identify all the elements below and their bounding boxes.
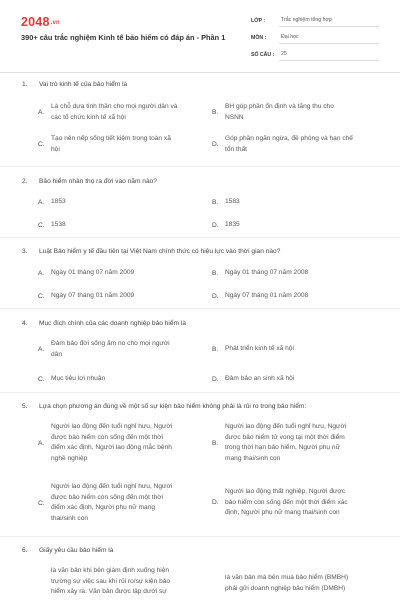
option-d[interactable] — [212, 487, 348, 519]
question-text: Bảo hiểm nhân thọ ra đời vào năm nào? — [39, 178, 157, 185]
option-text: Ngày 07 tháng 01 năm 2008 — [225, 292, 309, 299]
option-letter: B. — [212, 439, 219, 447]
option-letter: A. — [38, 439, 45, 447]
option-text: Đảm bảo an sinh xã hội — [225, 375, 295, 382]
option-c[interactable] — [38, 220, 66, 231]
option-d[interactable] — [212, 220, 240, 231]
option-letter: C. — [38, 141, 45, 148]
question-prompt — [22, 547, 113, 554]
question-text: Luật Bảo hiểm y tế đầu tiên tại Việt Nam chính thức có hiệu lực vào thời gian nào? — [39, 248, 281, 255]
meta-value: 25 — [279, 51, 379, 61]
option-a[interactable] — [38, 102, 177, 123]
meta-label: LỚP : — [251, 18, 266, 24]
option-letter: B. — [212, 345, 219, 353]
question-divider — [0, 237, 400, 238]
meta-row-class — [251, 10, 379, 27]
option-b[interactable] — [212, 268, 308, 279]
option-letter: C. — [38, 292, 45, 300]
option-text: BH góp phần ổn định và tăng thu cho NSNN — [225, 103, 334, 121]
question-text: Mục đích chính của các doanh nghiệp bảo hiểm là — [39, 320, 186, 327]
question-number: 1. — [22, 81, 28, 88]
option-text: Người lao động đến tuổi nghỉ hưu, Người được bảo hiểm tử vong tại một thời điểm trong thời hạn bảo hiểm, Người phụ nữ mang thai/sinh con — [225, 423, 347, 462]
question-prompt — [22, 403, 306, 410]
option-letter: C. — [38, 499, 45, 507]
option-a[interactable] — [38, 197, 66, 208]
option-letter: D. — [212, 375, 219, 383]
question-text: Lựa chọn phương án đúng về một số sự kiện bảo hiểm không phải là rủi ro trong bảo hiểm: — [39, 403, 307, 410]
option-text: là văn bản khi bên giám định xuống hiện trường sự việc sau khi rủi ro/sự kiện bảo hiểm xảy ra. Văn bản được lập dưới sự — [51, 567, 171, 595]
meta-label: SỐ CÂU : — [251, 52, 275, 58]
option-letter: B. — [212, 198, 219, 206]
option-text: Ngày 07 tháng 01 năm 2009 — [51, 292, 135, 299]
option-text: 1853 — [51, 198, 66, 205]
option-text: Tạo nên nếp sống tiết kiệm trong toàn xã hội — [51, 135, 171, 153]
option-text: 1835 — [225, 221, 240, 228]
option-letter: D. — [212, 499, 219, 507]
site-logo[interactable]: 2048.vn — [21, 15, 60, 29]
option-letter: B. — [212, 109, 219, 116]
meta-value: Trắc nghiệm tổng hợp — [279, 17, 379, 27]
meta-row-count — [251, 44, 379, 61]
option-a[interactable] — [38, 422, 172, 464]
document-title: 390+ câu trắc nghiệm Kinh tế bảo hiểm có đáp án - Phần 1 — [21, 33, 226, 42]
option-letter: A. — [38, 346, 45, 353]
option-c[interactable] — [38, 374, 105, 385]
option-text: Người lao động đến tuổi nghỉ hưu, Người được bảo hiểm còn sống đến một thời điểm xác định, Người lao động mắc bệnh nghề nghiệp — [51, 423, 173, 462]
option-a[interactable] — [51, 566, 170, 598]
question-prompt — [22, 81, 127, 88]
option-b[interactable] — [212, 344, 294, 355]
option-b[interactable] — [225, 573, 348, 594]
question-number: 5. — [22, 403, 28, 410]
question-number: 3. — [22, 248, 28, 255]
question-text: Vai trò kinh tế của bảo hiểm là — [39, 81, 128, 88]
option-text: Phát triển kinh tế xã hội — [225, 345, 294, 352]
question-divider — [0, 392, 400, 393]
option-text: Ngày 01 tháng 07 năm 2008 — [225, 269, 309, 276]
option-d[interactable] — [212, 134, 353, 155]
option-b[interactable] — [212, 102, 334, 123]
question-prompt — [22, 320, 186, 327]
header-divider — [0, 72, 400, 73]
meta-label: MÔN : — [251, 35, 267, 41]
option-b[interactable] — [212, 197, 240, 208]
option-text: Ngày 01 tháng 07 năm 2009 — [51, 269, 135, 276]
option-text: Đảm bảo đời sống ấm no cho mọi người dân — [51, 340, 170, 358]
option-letter: D. — [212, 292, 219, 300]
option-b[interactable] — [212, 422, 346, 464]
option-d[interactable] — [212, 374, 294, 385]
option-letter: C. — [38, 221, 45, 229]
option-text: Là chỗ dựa tinh thần cho mọi người dân và các tổ chức kinh tế xã hội — [51, 103, 178, 121]
option-c[interactable] — [38, 291, 134, 302]
option-a[interactable] — [38, 268, 134, 279]
option-letter: D. — [212, 221, 219, 229]
option-text: Người lao động đến tuổi nghỉ hưu, Người được bảo hiểm còn sống đến một thời điểm xác định, Người phụ nữ mang thai/sinh con — [51, 483, 173, 522]
option-letter: A. — [38, 198, 45, 206]
option-a[interactable] — [38, 339, 170, 360]
option-letter: C. — [38, 375, 45, 383]
question-divider — [0, 308, 400, 309]
option-text: 1538 — [51, 221, 66, 228]
meta-value: Đại học — [279, 34, 379, 44]
question-number: 6. — [22, 547, 28, 554]
question-number: 4. — [22, 320, 28, 327]
option-d[interactable] — [212, 291, 308, 302]
option-c[interactable] — [38, 482, 172, 524]
option-text: Người lao động thất nghiệp, Người được bảo hiểm còn sống đến một thời điểm xác định, Người phụ nữ mang thai/sinh con — [225, 488, 348, 516]
question-text: Giấy yêu cầu bảo hiểm là — [39, 547, 114, 554]
document-header — [0, 0, 400, 68]
option-text: 1583 — [225, 198, 240, 205]
option-text: là văn bản mà bên mua bảo hiểm (BMBH) phải gửi doanh nghiệp bảo hiểm (DMBH) — [225, 574, 349, 592]
option-text: Mục tiêu lợi nhuận — [51, 375, 106, 382]
option-letter: A. — [38, 109, 45, 116]
option-letter: B. — [212, 269, 219, 277]
option-letter: D. — [212, 141, 219, 148]
question-prompt — [22, 178, 157, 185]
question-divider — [0, 536, 400, 537]
question-number: 2. — [22, 178, 28, 185]
question-divider — [0, 166, 400, 167]
option-text: Góp phần ngăn ngừa, đề phòng và hạn chế tổn thất — [225, 135, 353, 153]
option-c[interactable] — [38, 134, 171, 155]
option-letter: A. — [38, 269, 45, 277]
meta-row-subject — [251, 27, 379, 44]
document-meta — [251, 10, 379, 61]
question-prompt — [22, 248, 280, 255]
